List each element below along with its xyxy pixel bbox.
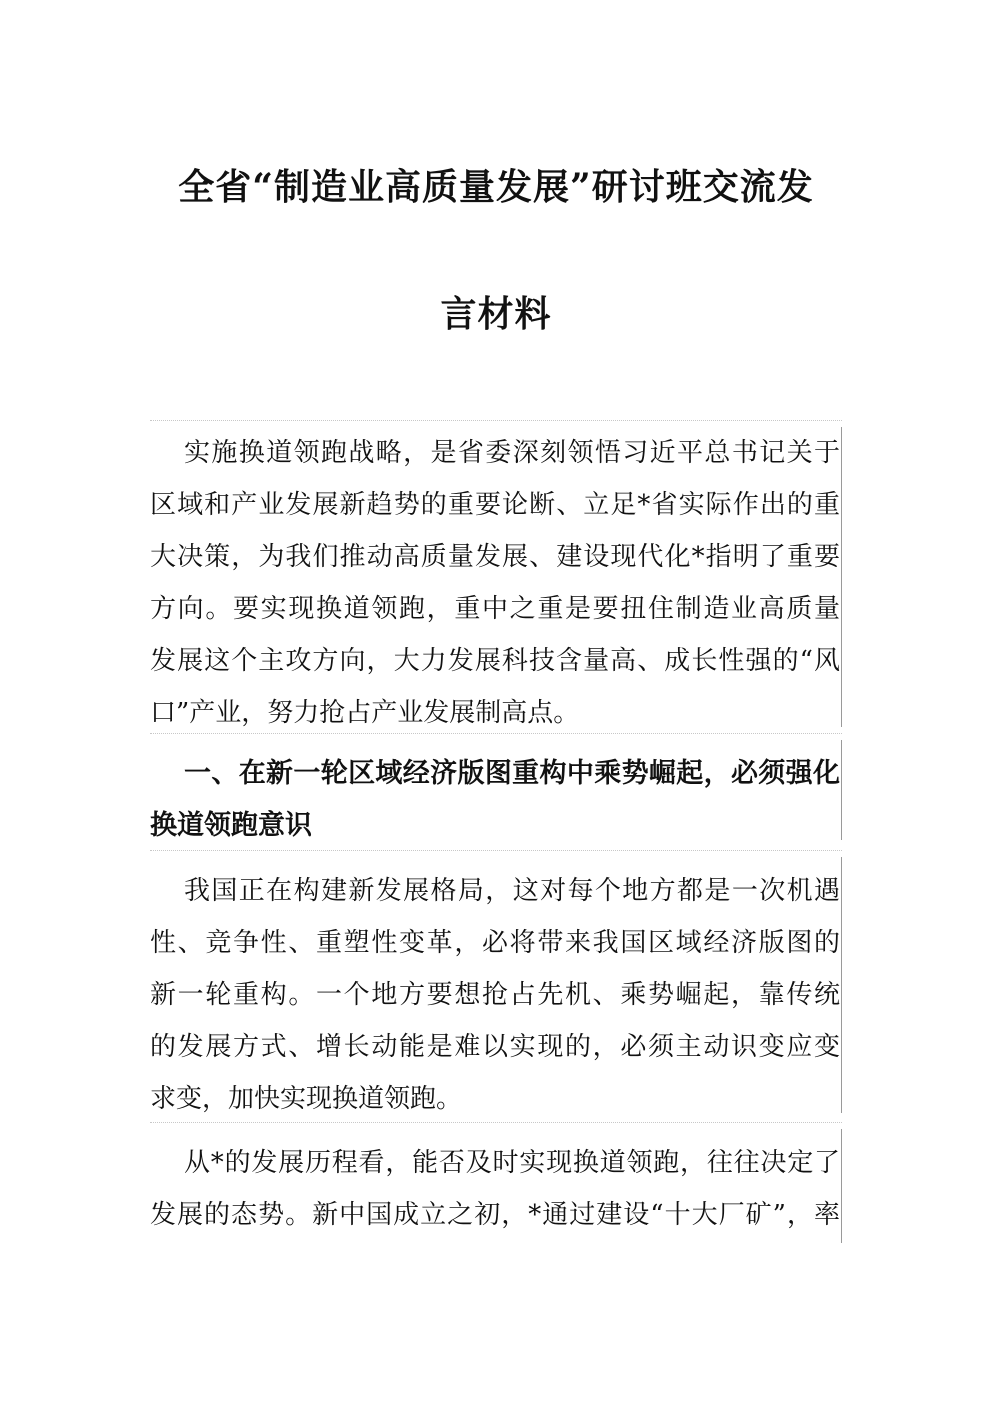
paragraph-line: 从*的发展历程看，能否及时实现换道领跑，往往决定了 <box>184 1148 840 1178</box>
document-title-line-1: 全省“制造业高质量发展”研讨班交流发 <box>178 166 814 208</box>
paragraph-edge-rule <box>841 857 842 1113</box>
paragraph-2 <box>150 850 842 1119</box>
paragraph-line: 方向。要实现换道领跑，重中之重是要扭住制造业高质量 <box>150 594 840 624</box>
paragraph-line: 求变，加快实现换道领跑。 <box>150 1084 463 1114</box>
paragraph-3 <box>150 1122 842 1249</box>
paragraph-line: 发展这个主攻方向，大力发展科技含量高、成长性强的“风 <box>150 646 840 676</box>
paragraph-line: 我国正在构建新发展格局，这对每个地方都是一次机遇 <box>184 876 840 906</box>
paragraph-line: 新一轮重构。一个地方要想抢占先机、乘势崛起，靠传统 <box>150 980 840 1010</box>
paragraph-edge-rule <box>841 740 842 840</box>
section-heading-1 <box>150 733 842 846</box>
paragraph-line: 性、竞争性、重塑性变革，必将带来我国区域经济版图的 <box>150 928 840 958</box>
paragraph-1 <box>150 420 842 733</box>
paragraph-line: 大决策，为我们推动高质量发展、建设现代化*指明了重要 <box>150 542 840 572</box>
heading-line: 换道领跑意识 <box>150 810 312 841</box>
document-title-line-2: 言材料 <box>440 293 552 335</box>
heading-line: 一、在新一轮区域经济版图重构中乘势崛起，必须强化 <box>184 758 840 789</box>
paragraph-line: 区域和产业发展新趋势的重要论断、立足*省实际作出的重 <box>150 490 840 520</box>
paragraph-line: 口”产业，努力抢占产业发展制高点。 <box>150 698 580 728</box>
paragraph-line: 的发展方式、增长动能是难以实现的，必须主动识变应变 <box>150 1032 840 1062</box>
paragraph-edge-rule <box>841 1129 842 1243</box>
paragraph-edge-rule <box>841 427 842 727</box>
paragraph-line: 实施换道领跑战略，是省委深刻领悟习近平总书记关于 <box>184 438 840 468</box>
paragraph-line: 发展的态势。新中国成立之初，*通过建设“十大厂矿”，率 <box>150 1200 840 1230</box>
